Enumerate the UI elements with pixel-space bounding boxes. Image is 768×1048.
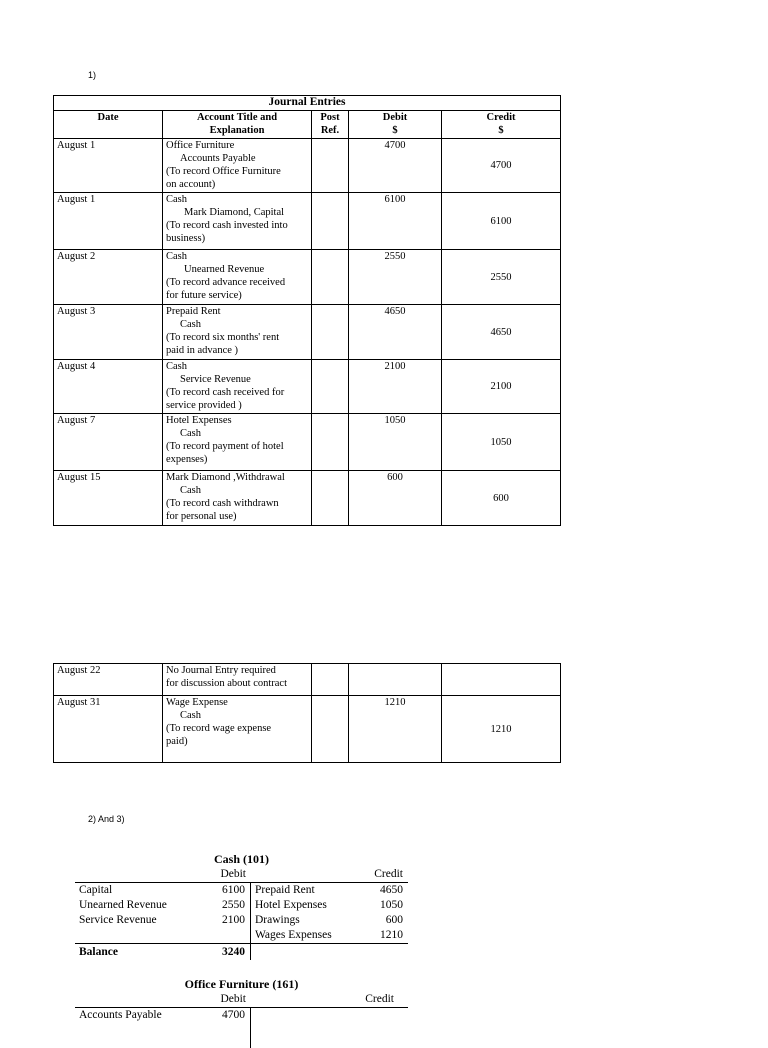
cash-t-account	[75, 852, 408, 960]
ledger-row	[75, 898, 250, 913]
header-account: Account Title and Explanation	[163, 111, 312, 139]
entry-account: Prepaid Rent Cash (To record six months' rent paid in advance )	[163, 305, 312, 360]
question-2-3-label: 2) And 3)	[88, 814, 125, 824]
balance-label: Balance	[79, 946, 118, 958]
entry-post-ref	[312, 193, 349, 250]
ledger-account: Drawings	[255, 914, 300, 926]
cash-ledger-header	[75, 867, 408, 883]
table-row	[54, 471, 561, 526]
entry-post-ref	[312, 250, 349, 305]
entry-debit: 2550	[349, 250, 442, 305]
credit-label: Credit	[365, 993, 394, 1005]
table-row	[54, 696, 561, 763]
entry-date: August 1	[54, 193, 163, 250]
cash-balance-row	[75, 943, 408, 960]
table-row	[54, 250, 561, 305]
entry-post-ref	[312, 360, 349, 414]
entry-credit: 2100	[442, 360, 561, 414]
entry-debit: 4700	[349, 139, 442, 193]
entry-account: Cash Service Revenue (To record cash received for service provided )	[163, 360, 312, 414]
ledger-account: Accounts Payable	[79, 1009, 162, 1021]
entry-account: Wage Expense Cash (To record wage expense paid)	[163, 696, 312, 763]
furniture-debit-column	[75, 1008, 251, 1048]
entry-date: August 22	[54, 664, 163, 696]
ledger-row	[251, 898, 408, 913]
entry-debit: 1210	[349, 696, 442, 763]
entry-date: August 15	[54, 471, 163, 526]
ledger-amount: 1210	[380, 929, 403, 941]
header-debit: Debit $	[349, 111, 442, 139]
entry-account: Hotel Expenses Cash (To record payment of hotel expenses)	[163, 414, 312, 471]
entry-credit	[442, 664, 561, 696]
entry-post-ref	[312, 414, 349, 471]
ledger-row	[251, 883, 408, 898]
cash-debit-column	[75, 883, 251, 943]
ledger-row	[251, 913, 408, 928]
table-row	[54, 664, 561, 696]
entry-credit: 6100	[442, 193, 561, 250]
ledger-amount: 2100	[222, 914, 245, 926]
entry-date: August 7	[54, 414, 163, 471]
ledger-row	[251, 928, 408, 943]
entry-date: August 2	[54, 250, 163, 305]
entry-date: August 4	[54, 360, 163, 414]
debit-label: Debit	[220, 993, 246, 1005]
entry-post-ref	[312, 696, 349, 763]
entry-account: Mark Diamond ,Withdrawal Cash (To record cash withdrawn for personal use)	[163, 471, 312, 526]
entry-account: Office Furniture Accounts Payable (To record Office Furniture on account)	[163, 139, 312, 193]
entry-date: August 3	[54, 305, 163, 360]
entry-account: Cash Unearned Revenue (To record advance received for future service)	[163, 250, 312, 305]
ledger-amount: 2550	[222, 899, 245, 911]
table-row	[54, 139, 561, 193]
balance-amount: 3240	[222, 946, 245, 958]
entry-account: Cash Mark Diamond, Capital (To record cash invested into business)	[163, 193, 312, 250]
entry-credit: 2550	[442, 250, 561, 305]
furniture-credit-column	[251, 1008, 408, 1048]
furniture-ledger-header	[75, 992, 408, 1008]
ledger-account: Capital	[79, 884, 113, 896]
journal-entries-table	[53, 95, 561, 526]
entry-post-ref	[312, 664, 349, 696]
table-row	[54, 193, 561, 250]
ledger-account: Service Revenue	[79, 914, 157, 926]
entry-post-ref	[312, 139, 349, 193]
entry-debit: 6100	[349, 193, 442, 250]
ledger-account: Prepaid Rent	[255, 884, 315, 896]
cash-credit-column	[251, 883, 408, 943]
journal-entries-table-continued	[53, 663, 561, 763]
entry-credit: 4700	[442, 139, 561, 193]
ledger-account: Wages Expenses	[255, 929, 332, 941]
journal-title: Journal Entries	[54, 96, 561, 111]
table-row	[54, 360, 561, 414]
ledger-amount: 600	[385, 914, 403, 926]
ledger-amount: 1050	[380, 899, 403, 911]
entry-credit: 4650	[442, 305, 561, 360]
entry-debit	[349, 664, 442, 696]
cash-ledger-title: Cash (101)	[213, 852, 269, 866]
entry-debit: 4650	[349, 305, 442, 360]
ledger-row	[75, 1008, 250, 1023]
ledger-account: Hotel Expenses	[255, 899, 327, 911]
ledger-amount: 4650	[380, 884, 403, 896]
entry-note: No Journal Entry required for discussion about contract	[163, 664, 312, 696]
entry-debit: 1050	[349, 414, 442, 471]
entry-credit: 1050	[442, 414, 561, 471]
ledger-amount: 6100	[222, 884, 245, 896]
ledger-account: Unearned Revenue	[79, 899, 167, 911]
ledger-amount: 4700	[222, 1009, 245, 1021]
credit-label: Credit	[374, 868, 403, 880]
entry-date: August 31	[54, 696, 163, 763]
entry-debit: 2100	[349, 360, 442, 414]
debit-label: Debit	[220, 868, 246, 880]
entry-credit: 1210	[442, 696, 561, 763]
entry-post-ref	[312, 471, 349, 526]
table-row	[54, 414, 561, 471]
entry-date: August 1	[54, 139, 163, 193]
ledger-row	[75, 883, 250, 898]
question-1-label: 1)	[88, 70, 97, 80]
entry-post-ref	[312, 305, 349, 360]
header-post-ref: Post Ref.	[312, 111, 349, 139]
entry-credit: 600	[442, 471, 561, 526]
office-furniture-t-account	[75, 977, 408, 1048]
header-date: Date	[54, 111, 163, 139]
furniture-ledger-title: Office Furniture (161)	[184, 977, 299, 991]
entry-debit: 600	[349, 471, 442, 526]
table-row	[54, 305, 561, 360]
header-credit: Credit $	[442, 111, 561, 139]
ledger-row	[75, 913, 250, 928]
